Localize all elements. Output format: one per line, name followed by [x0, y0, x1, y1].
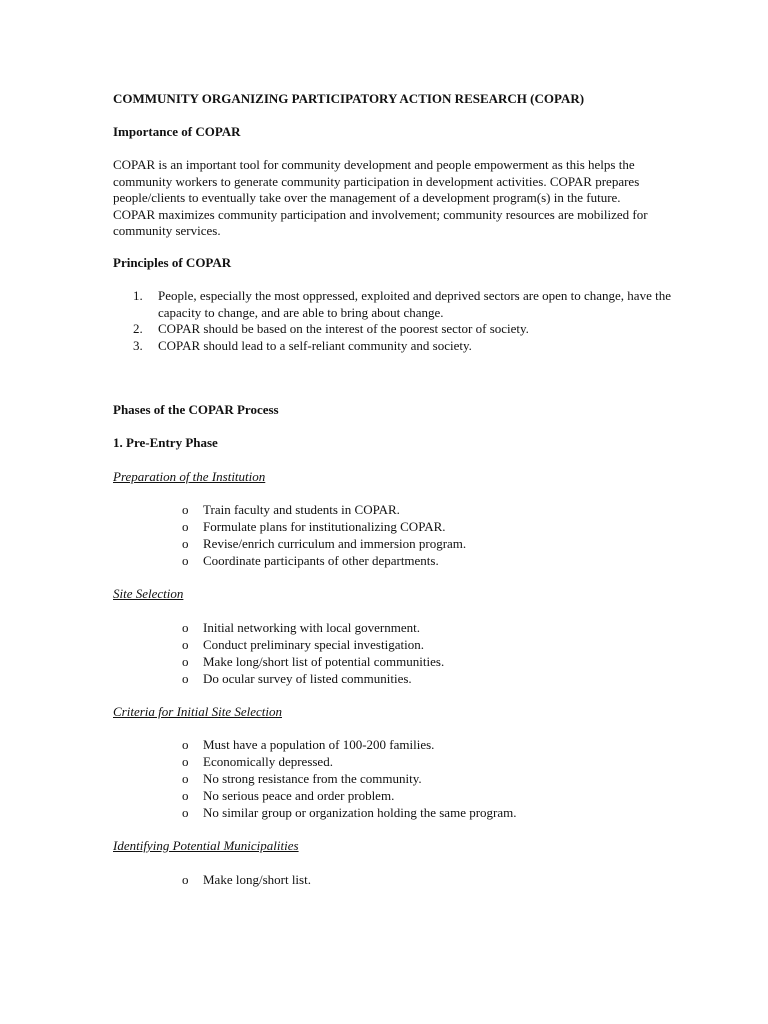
- principle-item: [113, 338, 673, 355]
- list-item-text: Initial networking with local government.: [203, 620, 420, 635]
- bullet-list-preparation: [182, 502, 466, 570]
- list-item: [182, 519, 466, 536]
- section-title-municipalities: Identifying Potential Municipalities: [113, 838, 299, 853]
- principle-item: [113, 321, 673, 338]
- list-item-text: Must have a population of 100-200 families.: [203, 737, 435, 752]
- bullet-list-site-selection: [182, 620, 444, 688]
- bullet-marker: o: [182, 737, 189, 752]
- bullet-marker: o: [182, 637, 189, 652]
- list-item-text: Conduct preliminary special investigation.: [203, 637, 424, 652]
- bullet-marker: o: [182, 788, 189, 803]
- list-item-text: Economically depressed.: [203, 754, 333, 769]
- list-item: [182, 737, 517, 754]
- bullet-list-criteria: [182, 737, 517, 822]
- bullet-list-municipalities: [182, 872, 311, 889]
- bullet-marker: o: [182, 671, 189, 686]
- list-item-text: Revise/enrich curriculum and immersion program.: [203, 536, 467, 551]
- phase-1-heading: 1. Pre-Entry Phase: [113, 435, 218, 450]
- list-item-text: Make long/short list.: [203, 872, 311, 887]
- list-number: 3.: [133, 337, 143, 353]
- phases-heading: Phases of the COPAR Process: [113, 402, 279, 417]
- list-item-text: Make long/short list of potential communities.: [203, 654, 445, 669]
- principle-text: COPAR should lead to a self-reliant community and society.: [158, 337, 472, 353]
- list-item: [182, 553, 466, 570]
- list-item: [182, 788, 517, 805]
- principles-heading: Principles of COPAR: [113, 255, 232, 270]
- list-item: [182, 637, 444, 654]
- list-item-text: Coordinate participants of other departments.: [203, 553, 439, 568]
- list-item: [182, 654, 444, 671]
- bullet-marker: o: [182, 519, 189, 534]
- bullet-marker: o: [182, 502, 189, 517]
- list-item-text: No strong resistance from the community.: [203, 771, 422, 786]
- principle-item: [113, 288, 673, 321]
- principle-text: COPAR should be based on the interest of the poorest sector of society.: [158, 321, 529, 336]
- list-item: [182, 754, 517, 771]
- bullet-marker: o: [182, 654, 189, 669]
- bullet-marker: o: [182, 536, 189, 551]
- list-item-text: No similar group or organization holding the same program.: [203, 805, 517, 820]
- bullet-marker: o: [182, 805, 189, 820]
- list-item-text: No serious peace and order problem.: [203, 788, 395, 803]
- section-title-preparation: Preparation of the Institution: [113, 469, 266, 484]
- section-title-site-selection: Site Selection: [113, 586, 184, 601]
- list-item: [182, 671, 444, 688]
- list-item: [182, 502, 466, 519]
- principles-list: [113, 288, 673, 354]
- list-item-text: Do ocular survey of listed communities.: [203, 671, 412, 686]
- importance-paragraph: COPAR is an important tool for community development and people empowerment as this helps the community workers to generate community participation in development activities. COPAR prepares people/clients to eventually take over the management of a development program(s) in the future. COPAR maximizes community participation and involvement; community resources are mobilized for community services.: [113, 157, 648, 238]
- list-number: 2.: [133, 321, 143, 336]
- list-item-text: Train faculty and students in COPAR.: [203, 502, 400, 517]
- list-item: [182, 872, 311, 889]
- importance-heading: Importance of COPAR: [113, 124, 241, 139]
- list-item: [182, 536, 466, 553]
- bullet-marker: o: [182, 553, 189, 568]
- bullet-marker: o: [182, 872, 189, 887]
- list-number: 1.: [133, 288, 143, 303]
- bullet-marker: o: [182, 754, 189, 769]
- document-title: COMMUNITY ORGANIZING PARTICIPATORY ACTION RESEARCH (COPAR): [113, 91, 585, 106]
- principle-text: People, especially the most oppressed, exploited and deprived sectors are open to change, have the capacity to change, and are able to bring about change.: [158, 288, 671, 320]
- bullet-marker: o: [182, 771, 189, 786]
- list-item: [182, 805, 517, 822]
- bullet-marker: o: [182, 620, 189, 635]
- list-item-text: Formulate plans for institutionalizing COPAR.: [203, 519, 446, 534]
- section-title-criteria: Criteria for Initial Site Selection: [113, 704, 282, 719]
- list-item: [182, 620, 444, 637]
- list-item: [182, 771, 517, 788]
